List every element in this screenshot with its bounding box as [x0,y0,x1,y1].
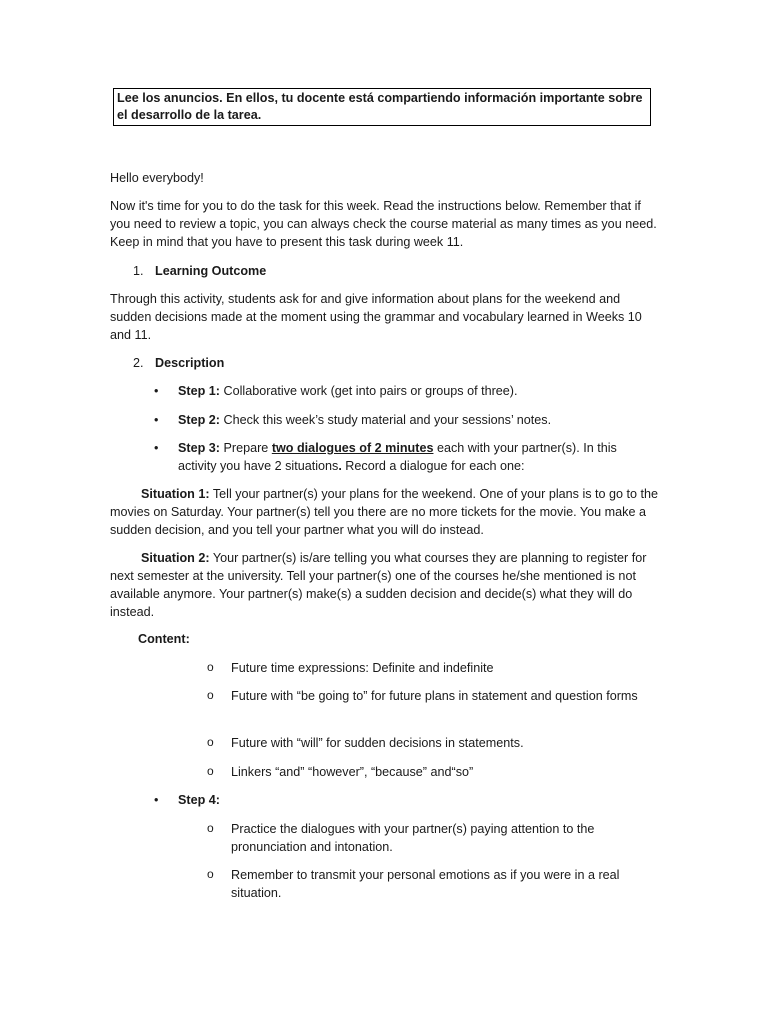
situation-label: Situation 1: [141,487,210,501]
step-label: Step 2: [178,413,220,427]
bullet-icon: • [154,413,159,427]
step-label: Step 1: [178,384,220,398]
bullet-icon: • [154,384,159,398]
situation-2 [110,549,662,621]
section-number: 2. [133,356,144,370]
content-item-text: Future time expressions: Definite and indefinite [231,661,494,675]
intro-paragraph: Now it's time for you to do the task for this week. Read the instructions below. Remember that if you need to review a topic, you can always check the course material as many times as you need. Keep in mind that you have to present this task during week 11. [110,199,657,249]
outcome-paragraph: Through this activity, students ask for and give information about plans for the weekend and sudden decisions made at the moment using the grammar and vocabulary learned in Weeks 10 and 11. [110,292,642,342]
circle-bullet-icon: o [207,867,214,881]
step-text: Prepare [220,441,272,455]
step-text: Check this week’s study material and your sessions’ notes. [220,413,552,427]
circle-bullet-icon: o [207,660,214,674]
circle-bullet-icon: o [207,821,214,835]
greeting: Hello everybody! [110,171,204,185]
step-label: Step 3: [178,441,220,455]
notice-text: Lee los anuncios. En ellos, tu docente está compartiendo información importante sobre el desarrollo de la tarea. [117,91,643,122]
step-text: each with your partner(s). In this activity you have 2 situations [178,441,617,473]
section-title: Learning Outcome [155,264,267,278]
section-number: 1. [133,264,144,278]
step-text: Record a dialogue for each one: [341,459,525,473]
step4-item-text: Remember to transmit your personal emotions as if you were in a real situation. [231,868,620,900]
content-label: Content: [138,632,190,646]
step-emphasis: two dialogues of 2 minutes [271,441,434,455]
situation-1 [110,485,662,539]
step4-item-text: Practice the dialogues with your partner(s) paying attention to the pronunciation and intonation. [231,822,595,854]
circle-bullet-icon: o [207,735,214,749]
situation-text: Your partner(s) is/are telling you what courses they are planning to register for next semester at the university. Tell your partner(s) one of the courses he/she mentioned is not available anymore. Your partner(s) make(s) a sudden decision and decide(s) what they will do instead. [110,551,647,619]
bullet-icon: • [154,441,159,455]
bullet-icon: • [154,793,159,807]
situation-text: Tell your partner(s) your plans for the weekend. One of your plans is to go to the movies on Saturday. Your partner(s) tell you there are no more tickets for the movie. You make a sudden decision, and you tell your partner what you will do instead. [110,487,659,537]
step-dot: . [338,459,342,473]
content-item-text: Linkers “and” “however”, “because” and“so” [231,765,474,779]
circle-bullet-icon: o [207,688,214,702]
content-item-text: Future with “be going to” for future plans in statement and question forms [231,689,638,703]
step-label: Step 4: [178,793,220,807]
step-text: Collaborative work (get into pairs or groups of three). [220,384,518,398]
section-title: Description [155,356,225,370]
content-item-text: Future with “will” for sudden decisions in statements. [231,736,524,750]
circle-bullet-icon: o [207,764,214,778]
situation-label: Situation 2: [141,551,210,565]
notice-box [113,88,651,126]
